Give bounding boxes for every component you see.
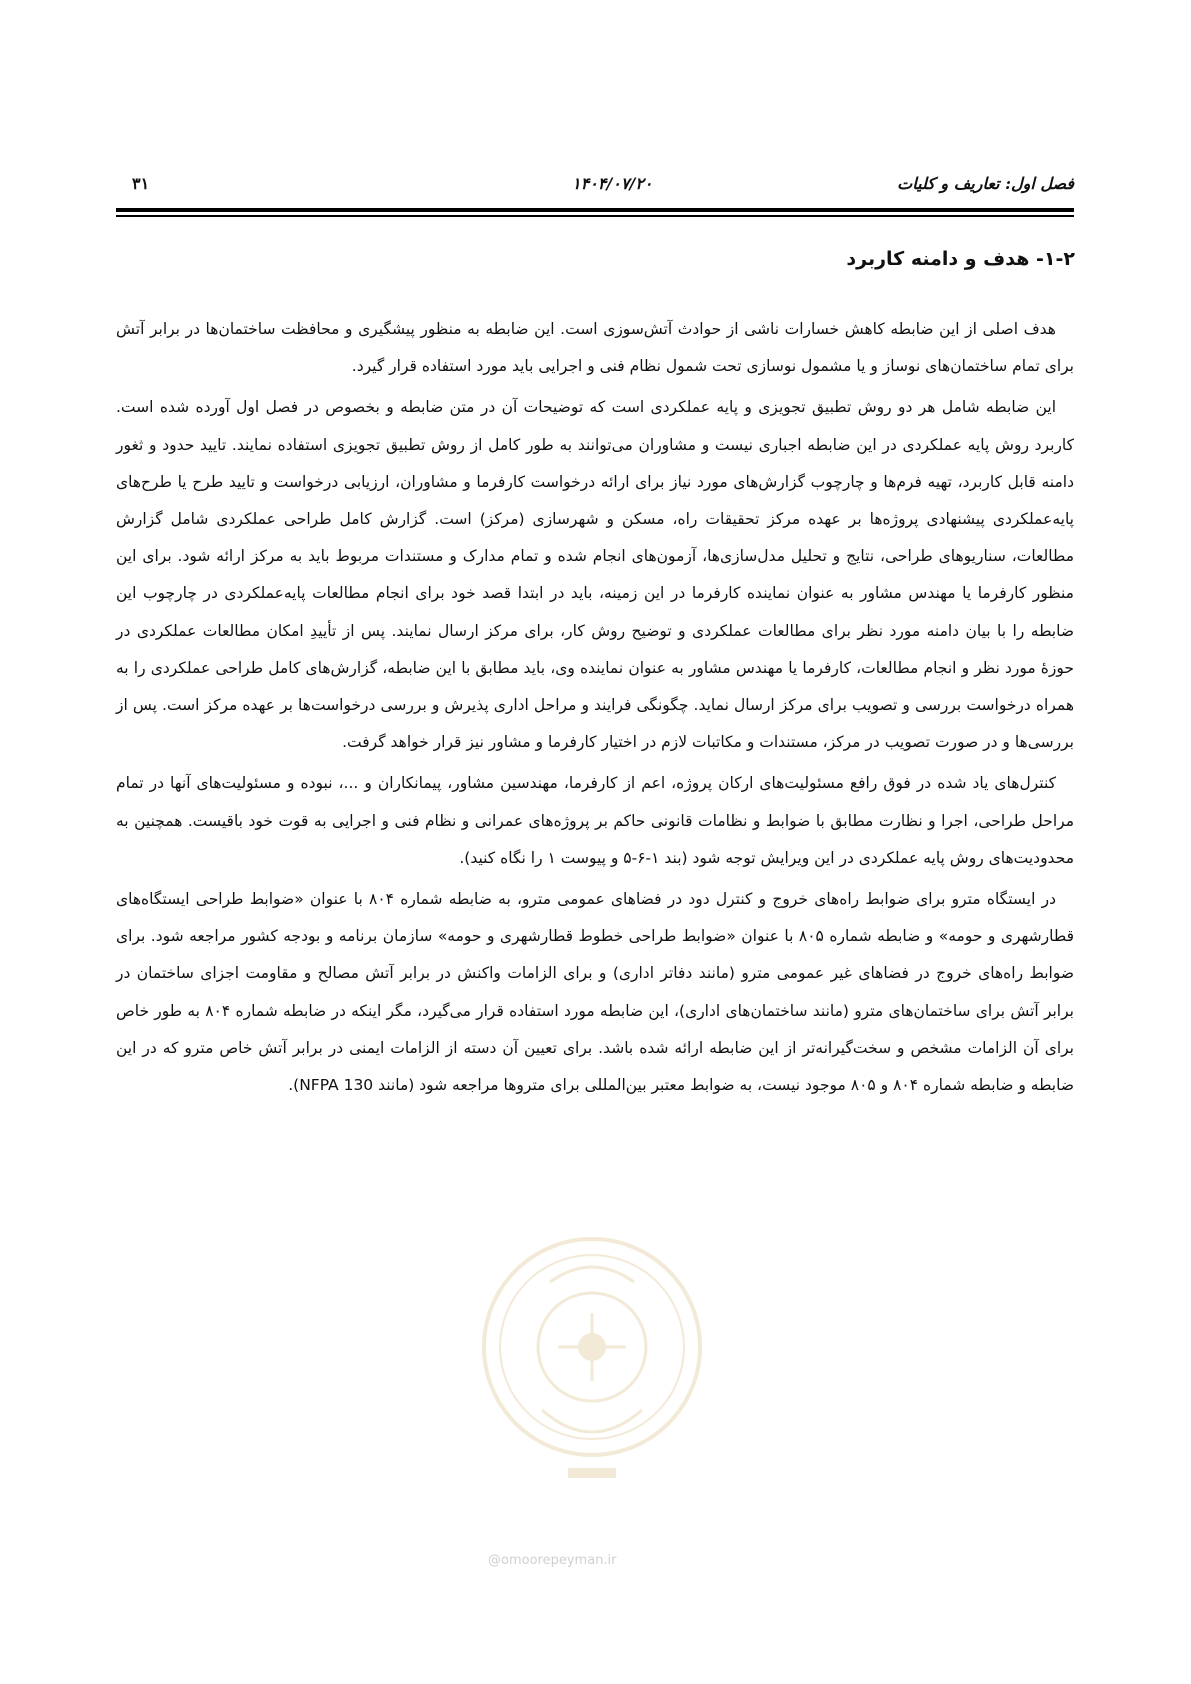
watermark-seal: [472, 1222, 712, 1512]
paragraph-metro: در ایستگاه مترو برای ضوابط راه‌های خروج و کنترل دود در فضاهای عمومی مترو، به ضابطه شماره ۸۰۴ با عنوان «ضوابط طراحی ایستگاه‌های قطارشهری و حومه» و ضابطه شماره ۸۰۵ با عنوان «ضوابط طراحی خطوط قطارشهری و حومه» سازمان برنامه و بودجه کشور مراجعه شود. برای ضوابط راه‌های خروج در فضاهای غیر عمومی مترو (مانند دفاتر اداری) و برای الزامات واکنش در برابر آتش مصالح و مقاومت اجزای ساختمان در برابر آتش برای ساختمان‌های مترو (مانند ساختمان‌های اداری)، این ضابطه مورد استفاده قرار می‌گیرد، مگر اینکه در ضابطه شماره ۸۰۴ به طور خاص برای آن الزامات مشخص و سخت‌گیرانه‌تر از این ضابطه ارائه شده باشد. برای تعیین آن دسته از الزامات ایمنی در برابر آتش خاص مترو که در این ضابطه و ضابطه شماره ۸۰۴ و ۸۰۵ موجود نیست، به ضوابط معتبر بین‌المللی برای متروها مراجعه شود (مانند NFPA 130).: [116, 890, 1074, 1095]
header-rule-thin: [116, 215, 1074, 217]
paragraph-purpose: هدف اصلی از این ضابطه کاهش خسارات ناشی از حوادث آتش‌سوزی است. این ضابطه به منظور پیشگیری و محافظت ساختمان‌ها در برابر آتش برای تمام ساختمان‌های نوساز و یا مشمول نوسازی تحت شمول نظام فنی و اجرایی باید مورد استفاده قرار گیرد.: [116, 320, 1074, 376]
header-date: ۱۴۰۴/۰۷/۲۰: [572, 174, 653, 193]
section-heading: ۱-۲- هدف و دامنه کاربرد: [846, 248, 1075, 270]
watermark-text: @omoorepeyman.ir: [488, 1553, 617, 1568]
paragraph-performance-based: این ضابطه شامل هر دو روش تطبیق تجویزی و پایه عملکردی است که توضیحات آن در متن ضابطه و بخصوص در فصل اول آورده شده است. کاربرد روش پایه عملکردی در این ضابطه اجباری نیست و مشاوران می‌توانند به طور کامل از روش تطبیق تجویزی استفاده نمایند. تایید حدود و ثغور دامنه قابل کاربرد، تهیه فرم‌ها و چارچوب گزارش‌های مورد نیاز برای ارائه درخواست کارفرما و مشاوران، ارزیابی درخواست و تایید طرح یا طرح‌های پایه‌عملکردی پیشنهادی پروژه‌ها بر عهده مرکز تحقیقات راه، مسکن و شهرسازی (مرکز) است. گزارش کامل طراحی عملکردی شامل گزارش مطالعات، سناریوهای طراحی، نتایج و تحلیل مدل‌سازی‌ها، آزمون‌های انجام شده و تمام مدارک و مستندات مربوط باید به مرکز ارائه شود. برای این منظور کارفرما یا مهندس مشاور به عنوان نماینده کارفرما در این زمینه، باید در ابتدا قصد خود برای انجام مطالعات پایه‌عملکردی در چارچوب این ضابطه را با بیان دامنه مورد نظر برای مطالعات عملکردی و توضیح روش کار، برای مرکز ارسال نمایند. پس از تأییدِ امکان مطالعات عملکردی در حوزۀ مورد نظر و انجام مطالعات، کارفرما یا مهندس مشاور به عنوان نماینده وی، باید مطابق با این ضابطه، گزارش‌های کامل طراحی عملکردی را به همراه درخواست بررسی و تصویب برای مرکز ارسال نماید. چگونگی فرایند و مراحل اداری پذیرش و بررسی درخواست‌ها بر عهده مرکز است. پس از بررسی‌ها و در صورت تصویب در مرکز، مستندات و مکاتبات لازم در اختیار کارفرما و مشاور نیز قرار خواهد گرفت.: [116, 398, 1074, 752]
page-header: [116, 172, 1074, 202]
paragraph-responsibilities: کنترل‌های یاد شده در فوق رافع مسئولیت‌های ارکان پروژه، اعم از کارفرما، مهندسین مشاور، پیمانکاران و ...، نبوده و مسئولیت‌های آنها در تمام مراحل طراحی، اجرا و نظارت مطابق با ضوابط و نظامات قانونی حاکم بر پروژه‌های عمرانی و نظام فنی و اجرایی به قوت خود باقیست. همچنین به محدودیت‌های روش پایه عملکردی در این ویرایش توجه شود (بند ۱-۶-۵ و پیوست ۱ را نگاه کنید).: [116, 774, 1074, 867]
page-number: ۳۱: [132, 174, 150, 193]
body-text: [116, 311, 1074, 1108]
header-rule-thick: [116, 208, 1074, 212]
chapter-title: فصل اول: تعاریف و کلیات: [897, 174, 1074, 193]
